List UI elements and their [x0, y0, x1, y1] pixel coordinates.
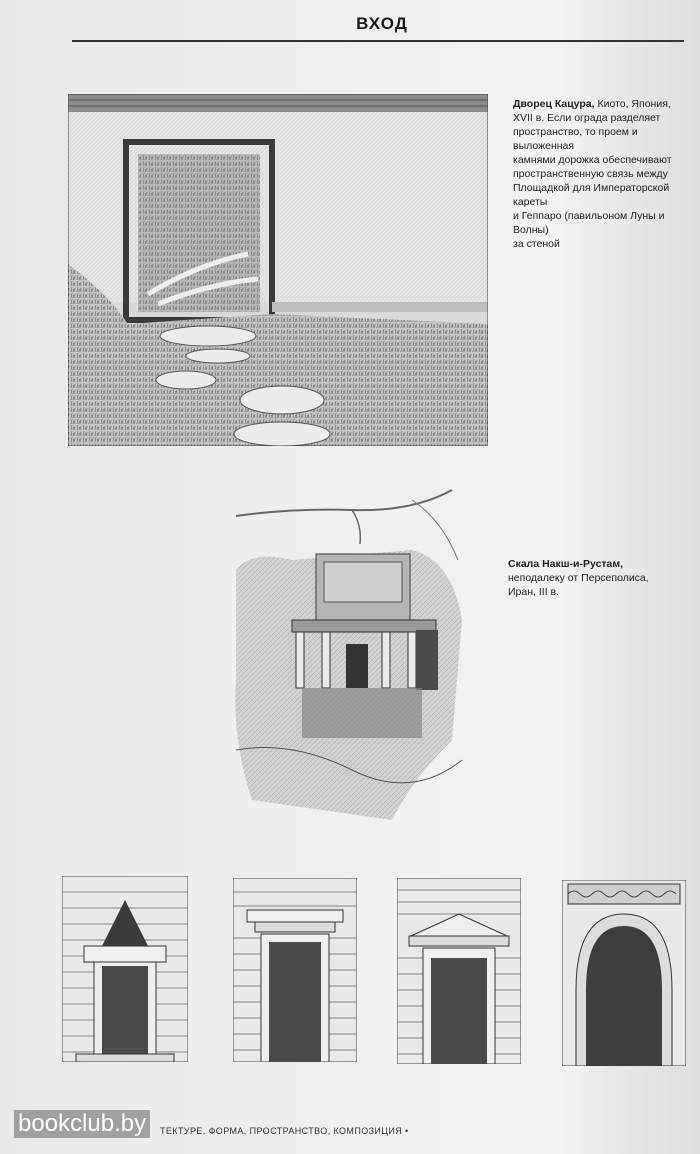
doorway-cornice: [233, 878, 357, 1062]
katsura-caption-line: и Геппаро (павильоном Луны и Волны): [513, 210, 665, 236]
katsura-gate-illustration: [68, 94, 488, 446]
doorway-triangular-pediment: [62, 876, 188, 1062]
katsura-caption-title: Дворец Кацура,: [513, 98, 595, 110]
doorway-horseshoe-arch: [562, 880, 686, 1066]
naqsh-rustam-caption-line: неподалеку от Персеполиса,: [508, 572, 649, 584]
page-title: ВХОД: [356, 14, 408, 33]
katsura-caption: [513, 97, 683, 251]
katsura-caption-line: за стеной: [513, 238, 560, 250]
naqsh-rustam-caption-line: Иран, III в.: [508, 586, 560, 598]
naqsh-rustam-illustration: [232, 480, 488, 830]
katsura-caption-line: пространственную связь между: [513, 168, 668, 180]
katsura-caption-line: камнями дорожка обеспечивают: [513, 154, 672, 166]
katsura-caption-line: Площадкой для Императорской кареты: [513, 182, 670, 208]
running-footer-title: ТЕКТУРЕ. ФОРМА, ПРОСТРАНСТВО, КОМПОЗИЦИЯ •: [160, 1126, 409, 1136]
header-rule: [72, 40, 684, 42]
naqsh-rustam-caption: [508, 557, 678, 599]
katsura-caption-line: пространство, то проем и выложенная: [513, 126, 638, 152]
doorway-classical-pediment: [397, 878, 521, 1064]
watermark-logo: bookclub.by: [14, 1110, 150, 1138]
katsura-caption-line: Киото, Япония,: [597, 98, 671, 110]
katsura-caption-line: XVII в. Если ограда разделяет: [513, 112, 661, 124]
naqsh-rustam-caption-title: Скала Накш-и-Рустам,: [508, 558, 624, 570]
